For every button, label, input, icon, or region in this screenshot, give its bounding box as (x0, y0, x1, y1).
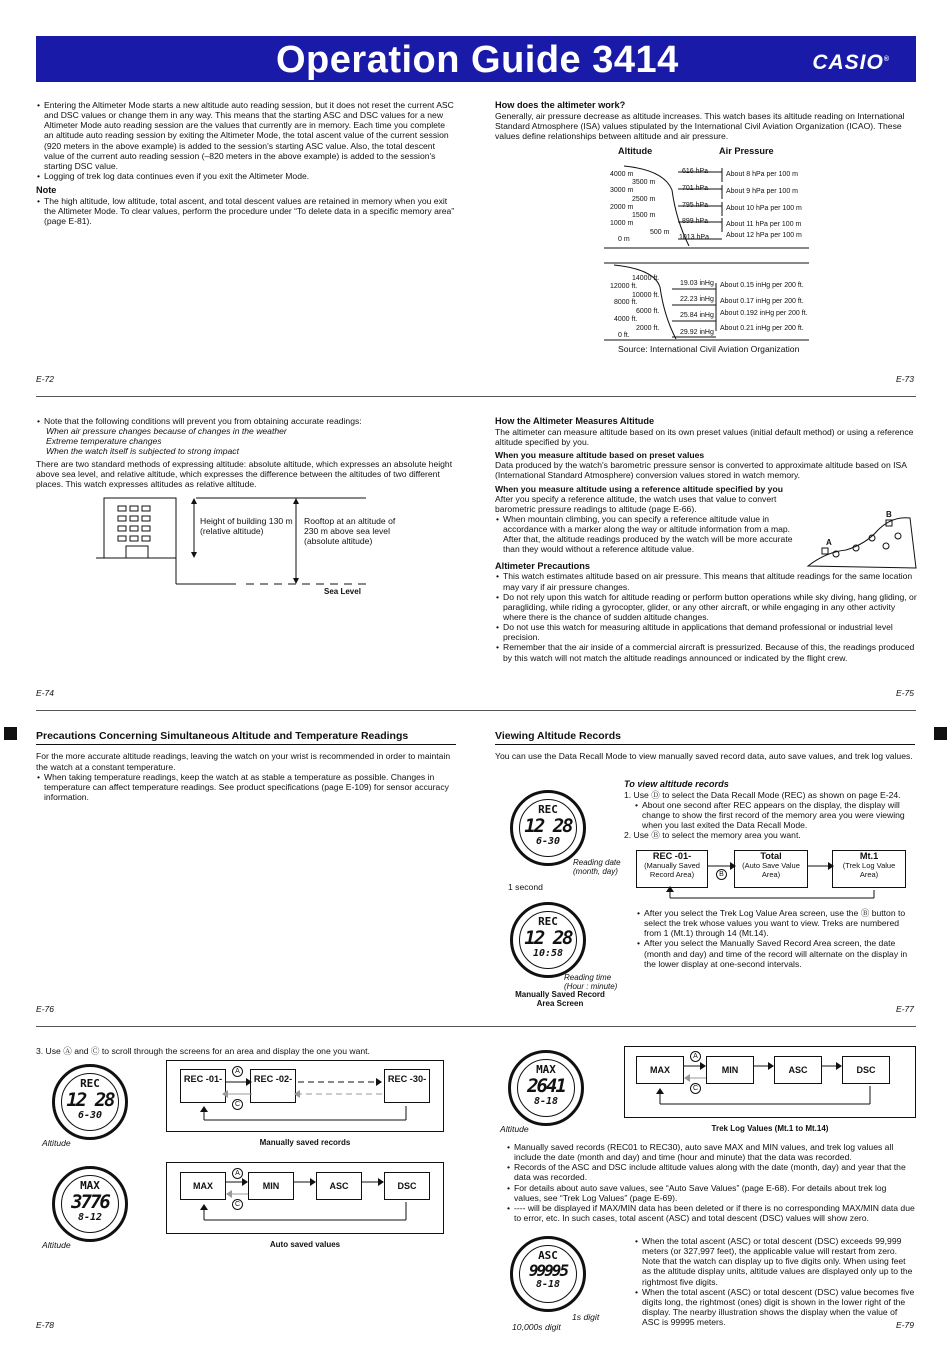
e74-cond-2: Extreme temperature changes (46, 436, 162, 447)
e79-bullets-top (506, 1142, 916, 1223)
c-button-icon: C (232, 1099, 243, 1110)
hpa-1013: 1013 hPa (679, 234, 709, 241)
box-rec-title: REC -01- (652, 851, 692, 861)
reading-date-label: Reading date (month, day) (573, 858, 621, 877)
auto-asc-box: ASC (316, 1172, 362, 1200)
ones-digit-label: 1s digit (572, 1312, 600, 1322)
watch-face (519, 799, 577, 857)
alt-0m: 0 m (618, 236, 630, 243)
page-number-e78: E-78 (36, 1320, 54, 1330)
e73-heading: How does the altimeter work? (495, 100, 626, 110)
page-number-e74: E-74 (36, 688, 54, 698)
col-air-label: Air Pressure (719, 146, 774, 156)
page-e76 (36, 730, 456, 802)
rooftop-altitude-label: Rooftop at an altitude of 230 m above sea level (absolute altitude) (304, 516, 396, 547)
altitude-label-2: Altitude (42, 1240, 71, 1250)
alt-500m: 500 m (650, 229, 670, 236)
e74-paragraph: There are two standard methods of expressing altitude: absolute altitude, which expresses an absolute height above sea level, and relative altitude, which expresses the difference between the altitudes of two different places. This watch expresses altitudes as relative altitude. (36, 458, 453, 489)
e75-precautions-heading: Altimeter Precautions (495, 560, 590, 571)
e75-precaution-2: • Do not rely upon this watch for altitude reading or perform button operations while sky diving, hang gliding, or paragliding, while riding a gyrocopter, glider, or any other aircraft, or while engaging in any other activity where there is the chance of sudden altitude changes. (495, 592, 917, 622)
e75-paragraph: The altimeter can measure altitude based on its own preset values (initial default method) or using a reference altitude specified by you. (495, 426, 914, 447)
watch-face (61, 1175, 119, 1233)
trek-log-caption: Trek Log Values (Mt.1 to Mt.14) (711, 1124, 829, 1133)
watch-main-display: 12 28 (66, 1088, 114, 1111)
e77-bullet-1: • After you select the Trek Log Value Area screen, use the Ⓑ button to select the trek whose values you want to view. Treks are numbered from 1 (Mt.1) through 14 (Mt.14). (636, 908, 918, 938)
e77-bullets (636, 908, 918, 969)
box-trek-title: Mt.1 (859, 851, 879, 861)
divider-3 (36, 1026, 916, 1027)
alt-4000m: 4000 m (610, 171, 634, 178)
hpa-rate-2: About 9 hPa per 100 m (726, 188, 798, 195)
watch-top-display: MAX (80, 1179, 100, 1192)
divider-2 (36, 710, 916, 711)
divider-1 (36, 396, 916, 397)
page-number-e75: E-75 (896, 688, 914, 698)
watch-bottom-display: 8-12 (77, 1211, 103, 1223)
watch-bottom-display: 6-30 (535, 835, 561, 847)
rec-30-label: REC -30- (387, 1074, 427, 1084)
e77-bullet-2: • After you select the Manually Saved Record Area screen, the date (month and day) and time of the record will alternate on the display in the lower display at one-second intervals. (636, 938, 918, 968)
trek-max-box: MAX (636, 1056, 684, 1084)
e74-bullet: • Note that the following conditions will prevent you from obtaining accurate readings: (36, 416, 456, 426)
inhg-2992: 29.92 inHg (680, 329, 714, 336)
rec-02-label: REC -02- (253, 1074, 293, 1084)
alt-3000m: 3000 m (610, 187, 634, 194)
e74-cond-3: When the watch itself is subjected to strong impact (46, 446, 239, 457)
watch-main-display: 99995 (528, 1260, 568, 1280)
marker-b-label: B (886, 510, 892, 519)
hpa-rate-3: About 10 hPa per 100 m (726, 205, 802, 212)
box-trek-desc: (Trek Log Value Area) (842, 860, 896, 879)
e75-precaution-4: • Remember that the air inside of a commercial aircraft is pressurized. Because of this, the readings produced by this watch will not match the altitude readings announced or indicated by the flight crew. (495, 642, 917, 662)
e79-bullet-5: • When the total ascent (ASC) or total descent (DSC) exceeds 99,999 meters (or 327,997 feet), the applicable value will restart from zero. Note that the watch can display up to five digits only. When using feet as the altitude display units, altitude values are displayed only up to the rightmost five digits. (634, 1236, 916, 1287)
inhg-rate-2: About 0.17 inHg per 200 ft. (720, 298, 804, 305)
e75-reference-bullet: • When mountain climbing, you can specify a reference altitude value in accordance with a marker along the way or altitude information from a map. After that, the altitude readings produced by the watch will be more accurate than they would without a reference altitude value. (495, 514, 800, 555)
e72-bullet-1: • Entering the Altimeter Mode starts a new altitude auto reading session, but it does not reset the current ASC and DSC values or change them in any way. This means that the starting ASC and DSC values for a new Altimeter Mode auto reading session are the values that currently are in memory. Each time you complete an altitude auto reading session by exiting the Altimeter Mode, the total ascent value of the current session (920 meters in the above example) is added to the session's starting ASC value. Also, the total descent value of the current auto reading session (–820 meters in the above example) is added to the session's starting DSC value. (36, 100, 456, 171)
e75-heading: How the Altimeter Measures Altitude (495, 416, 655, 426)
page-e77 (495, 730, 915, 762)
e79-bullets-bottom (634, 1236, 916, 1327)
auto-max-box: MAX (180, 1172, 226, 1200)
watch-top-display: REC (80, 1077, 100, 1090)
trek-asc-box: ASC (774, 1056, 822, 1084)
e77-step-2: 2. Use Ⓑ to select the memory area you want. (624, 830, 801, 841)
hpa-899: 899 hPa (682, 218, 709, 225)
tab-marker-right (934, 727, 947, 740)
alt-1500m: 1500 m (632, 212, 656, 219)
watch-bottom-display: 8-18 (533, 1095, 559, 1107)
watch-rec-date (510, 790, 586, 866)
e75-preset-paragraph: Data produced by the watch's barometric pressure sensor is converted to approximate altitude based on ISA (International Standard Atmosphere) conversion values stored in watch memory. (495, 460, 907, 481)
e75-precaution-1: • This watch estimates altitude based on air pressure. This means that altitude readings for the same location may vary if air pressure changes. (495, 571, 917, 591)
auto-values-caption: Auto saved values (269, 1240, 341, 1249)
page-number-e76: E-76 (36, 1004, 54, 1014)
watch-asc-99995 (510, 1236, 586, 1312)
brand-text: CASIO (812, 51, 884, 74)
inhg-rate-3: About 0.192 inHg per 200 ft. (720, 310, 808, 317)
auto-flow-arrows (166, 1162, 444, 1234)
page-e73 (495, 100, 915, 141)
inhg-2584: 25.84 inHg (680, 312, 714, 319)
e72-note-heading: Note (36, 185, 57, 196)
col-altitude-label: Altitude (618, 146, 653, 156)
hpa-rate-4: About 11 hPa per 100 m (726, 221, 802, 228)
watch-top-display: REC (538, 803, 558, 816)
alt-10000ft: 10000 ft. (632, 292, 660, 299)
alt-6000ft: 6000 ft. (636, 308, 660, 315)
hpa-701: 701 hPa (682, 185, 709, 192)
e72-note-bullet: • The high altitude, low altitude, total ascent, and total descent values are retained in memory when you exit the Altimeter Mode. To clear values, perform the procedure under “To delete data in a specific memory area” (page E-81). (36, 196, 456, 226)
hpa-rate-1: About 8 hPa per 100 m (726, 171, 798, 178)
watch-rec-time (510, 902, 586, 978)
e79-bullet-4: • ---- will be displayed if MAX/MIN data has been deleted or if there is no corresponding MAX/MIN data due to error, etc. In such cases, total ascent (ASC) and total descent (DSC) values will show zero. (506, 1203, 916, 1223)
page-e74 (36, 416, 456, 489)
watch-main-display: 12 28 (524, 926, 572, 949)
inhg-rate-4: About 0.21 inHg per 200 ft. (720, 325, 804, 332)
watch-top-display: REC (538, 915, 558, 928)
one-second-label: 1 second (508, 882, 543, 892)
e79-bullet-1: • Manually saved records (REC01 to REC30), auto save MAX and MIN values, and trek log values all include the date (month and day) and time (hour and minute) that the data was recorded. (506, 1142, 916, 1162)
auto-min-box: MIN (248, 1172, 294, 1200)
alt-2500m: 2500 m (632, 196, 656, 203)
watch-trek-max (508, 1050, 584, 1126)
page-number-e79: E-79 (896, 1320, 914, 1330)
trek-dsc-box: DSC (842, 1056, 890, 1084)
e77-step-1-bullet: • About one second after REC appears on the display, the display will change to show the first record of the memory area you were viewing when you last exited the Data Recall Mode. (624, 800, 918, 830)
watch-top-display: ASC (538, 1249, 558, 1262)
e74-cond-1: When air pressure changes because of changes in the weather (46, 426, 287, 437)
marker-a-label: A (826, 538, 832, 547)
brand-logo: CASIO® (812, 51, 890, 74)
hpa-795: 795 hPa (682, 202, 709, 209)
e78-step-3: 3. Use Ⓐ and Ⓒ to scroll through the screens for an area and display the one you want. (36, 1046, 370, 1056)
altitude-pressure-table (604, 146, 924, 356)
hpa-rate-5: About 12 hPa per 100 m (726, 232, 802, 239)
trek-min-box: MIN (706, 1056, 754, 1084)
page-e72 (36, 100, 456, 226)
box-total-desc: (Auto Save Value Area) (742, 860, 800, 879)
reading-time-label: Reading time (Hour : minute) (564, 973, 618, 992)
trek-flow-arrows (624, 1046, 916, 1118)
rec-01-label: REC -01- (183, 1074, 223, 1084)
inhg-2223: 22.23 inHg (680, 296, 714, 303)
watch-bottom-display: 6-30 (77, 1109, 103, 1121)
mountain-icon (806, 508, 918, 570)
e77-procedure-title: To view altitude records (624, 779, 729, 789)
hpa-616: 616 hPa (682, 168, 709, 175)
page-number-e73: E-73 (896, 374, 914, 384)
e79-bullet-6: • When the total ascent (ASC) or total descent (DSC) value becomes five digits long, the rightmost (ones) digit is shown in the lower right of the display. The nearby illustration shows the display when the value of ASC is 99995 meters. (634, 1287, 916, 1328)
e77-heading: Viewing Altitude Records (495, 730, 915, 745)
watch-rec-area (52, 1064, 128, 1140)
e77-procedure (624, 779, 918, 841)
manual-screen-label: Manually Saved Record Area Screen (515, 990, 605, 1009)
e79-bullet-3: • For details about auto save values, see “Auto Save Values” (page E-68). For details about trek log values, see “Trek Log Values” (page E-69). (506, 1183, 916, 1203)
alt-1000m: 1000 m (610, 220, 634, 227)
watch-top-display: MAX (536, 1063, 556, 1076)
e73-paragraph: Generally, air pressure decrease as altitude increases. This watch bases its altitude reading on International Standard Atmosphere (ISA) values stipulated by the International Civil Aviation Organization (ICAO). These values define relationships between altitude and air pressure. (495, 110, 905, 142)
box-rec-desc: (Manually Saved Record Area) (644, 860, 700, 879)
sea-level-label: Sea Level (324, 587, 361, 596)
e75-subheading-preset: When you measure altitude based on preset values (495, 450, 705, 461)
e79-bullet-2: • Records of the ASC and DSC include altitude values along with the date (month, day) and year that the data was recorded. (506, 1162, 916, 1182)
document-title: Operation Guide 3414 (276, 39, 679, 81)
watch-bottom-display: 10:58 (532, 947, 564, 959)
page-header (36, 36, 916, 82)
box-total-title: Total (760, 851, 782, 861)
watch-main-display: 3776 (71, 1190, 109, 1213)
building-diagram (96, 492, 396, 600)
e77-step-1: 1. Use Ⓓ to select the Data Recall Mode (REC) as shown on page E-24. (624, 789, 901, 800)
manual-records-caption: Manually saved records (259, 1138, 351, 1147)
watch-face (519, 1245, 577, 1303)
watch-main-display: 2641 (527, 1074, 565, 1097)
watch-face (517, 1059, 575, 1117)
mountain-illustration (806, 508, 918, 570)
e76-heading: Precautions Concerning Simultaneous Altitude and Temperature Readings (36, 730, 456, 745)
a-button-icon: A (690, 1051, 701, 1062)
alt-0ft: 0 ft. (618, 332, 630, 339)
e75-precaution-3: • Do not use this watch for measuring altitude in applications that demand professional or industrial level precision. (495, 622, 917, 642)
alt-14000ft: 14000 ft. (632, 275, 660, 282)
watch-main-display: 12 28 (524, 814, 572, 837)
page-number-e72: E-72 (36, 374, 54, 384)
e72-bullet-2: • Logging of trek log data continues even if you exit the Altimeter Mode. (36, 171, 456, 181)
e75-reference-paragraph: After you specify a reference altitude, the watch uses that value to convert barometric pressure readings to altitude (page E-66). (495, 493, 777, 514)
tab-marker-left (4, 727, 17, 740)
building-height-label: Height of building 130 m (relative altitude) (200, 516, 293, 537)
alt-2000m: 2000 m (610, 204, 634, 211)
altitude-label-3: Altitude (500, 1124, 529, 1134)
a-button-icon: A (232, 1066, 243, 1077)
b-button-icon: B (716, 869, 727, 880)
e76-bullet: • When taking temperature readings, keep the watch at as stable a temperature as possible. Changes in temperature can affect temperature readings. See product specifications (page E-109) for sensor accuracy information. (36, 772, 456, 802)
altitude-label-1: Altitude (42, 1138, 71, 1148)
e76-paragraph: For the more accurate altitude readings, leaving the watch on your wrist is recommended in order to maintain the watch at a constant temperature. (36, 751, 451, 772)
inhg-1903: 19.03 inHg (680, 280, 714, 287)
rec-flow-arrows (166, 1060, 444, 1132)
alt-3500m: 3500 m (632, 179, 656, 186)
page-number-e77: E-77 (896, 1004, 914, 1014)
alt-8000ft: 8000 ft. (614, 299, 638, 306)
alt-4000ft: 4000 ft. (614, 316, 638, 323)
ten-thousands-digit-label: 10,000s digit (512, 1322, 561, 1332)
watch-face (61, 1073, 119, 1131)
watch-max-area (52, 1166, 128, 1242)
area-cycle-arrows (620, 846, 920, 906)
inhg-rate-1: About 0.15 inHg per 200 ft. (720, 282, 804, 289)
watch-face (519, 911, 577, 969)
e75-subheading-reference: When you measure altitude using a reference altitude specified by you (495, 483, 783, 494)
c-button-icon: C (690, 1083, 701, 1094)
table-source: Source: International Civil Aviation Organization (618, 344, 800, 354)
alt-12000ft: 12000 ft. (610, 283, 638, 290)
a-button-icon: A (232, 1168, 243, 1179)
auto-dsc-box: DSC (384, 1172, 430, 1200)
e77-paragraph: You can use the Data Recall Mode to view manually saved record data, auto save values, and trek log values. (495, 751, 913, 762)
watch-bottom-display: 8-18 (535, 1278, 561, 1290)
alt-2000ft: 2000 ft. (636, 325, 660, 332)
c-button-icon: C (232, 1199, 243, 1210)
